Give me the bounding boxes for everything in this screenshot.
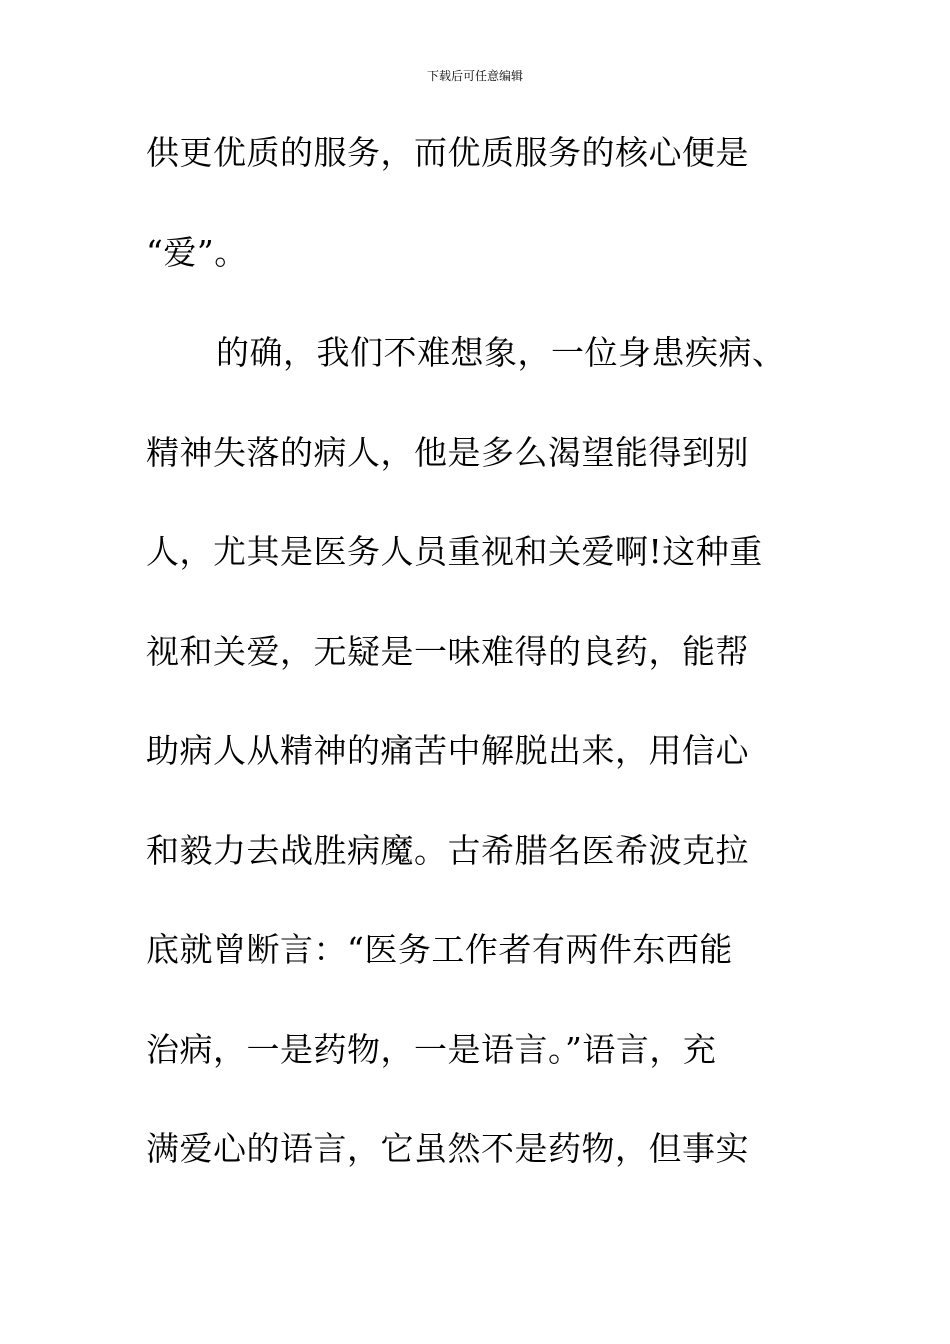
text-line: 人，尤其是医务人员重视和关爱啊!这种重 (146, 532, 763, 571)
text-line: 助病人从精神的痛苦中解脱出来，用信心 (146, 731, 749, 770)
text-line: 精神失落的病人，他是多么渴望能得到别 (146, 433, 749, 472)
text-line: 治病，一是药物，一是语言。”语言，充 (146, 1030, 717, 1069)
text-line: 视和关爱，无疑是一味难得的良药，能帮 (146, 632, 749, 671)
text-line: 底就曾断言：“医务工作者有两件东西能 (146, 930, 733, 969)
paragraph-start-line: 的确，我们不难想象，一位身患疾病、 (216, 333, 786, 372)
text-line: 供更优质的服务，而优质服务的核心便是 (146, 133, 749, 172)
text-line: “爱”。 (146, 233, 248, 272)
text-line: 满爱心的语言，它虽然不是药物，但事实 (146, 1129, 749, 1168)
page-header: 下载后可任意编辑 (426, 69, 523, 83)
text-line: 和毅力去战胜病魔。古希腊名医希波克拉 (146, 831, 749, 870)
